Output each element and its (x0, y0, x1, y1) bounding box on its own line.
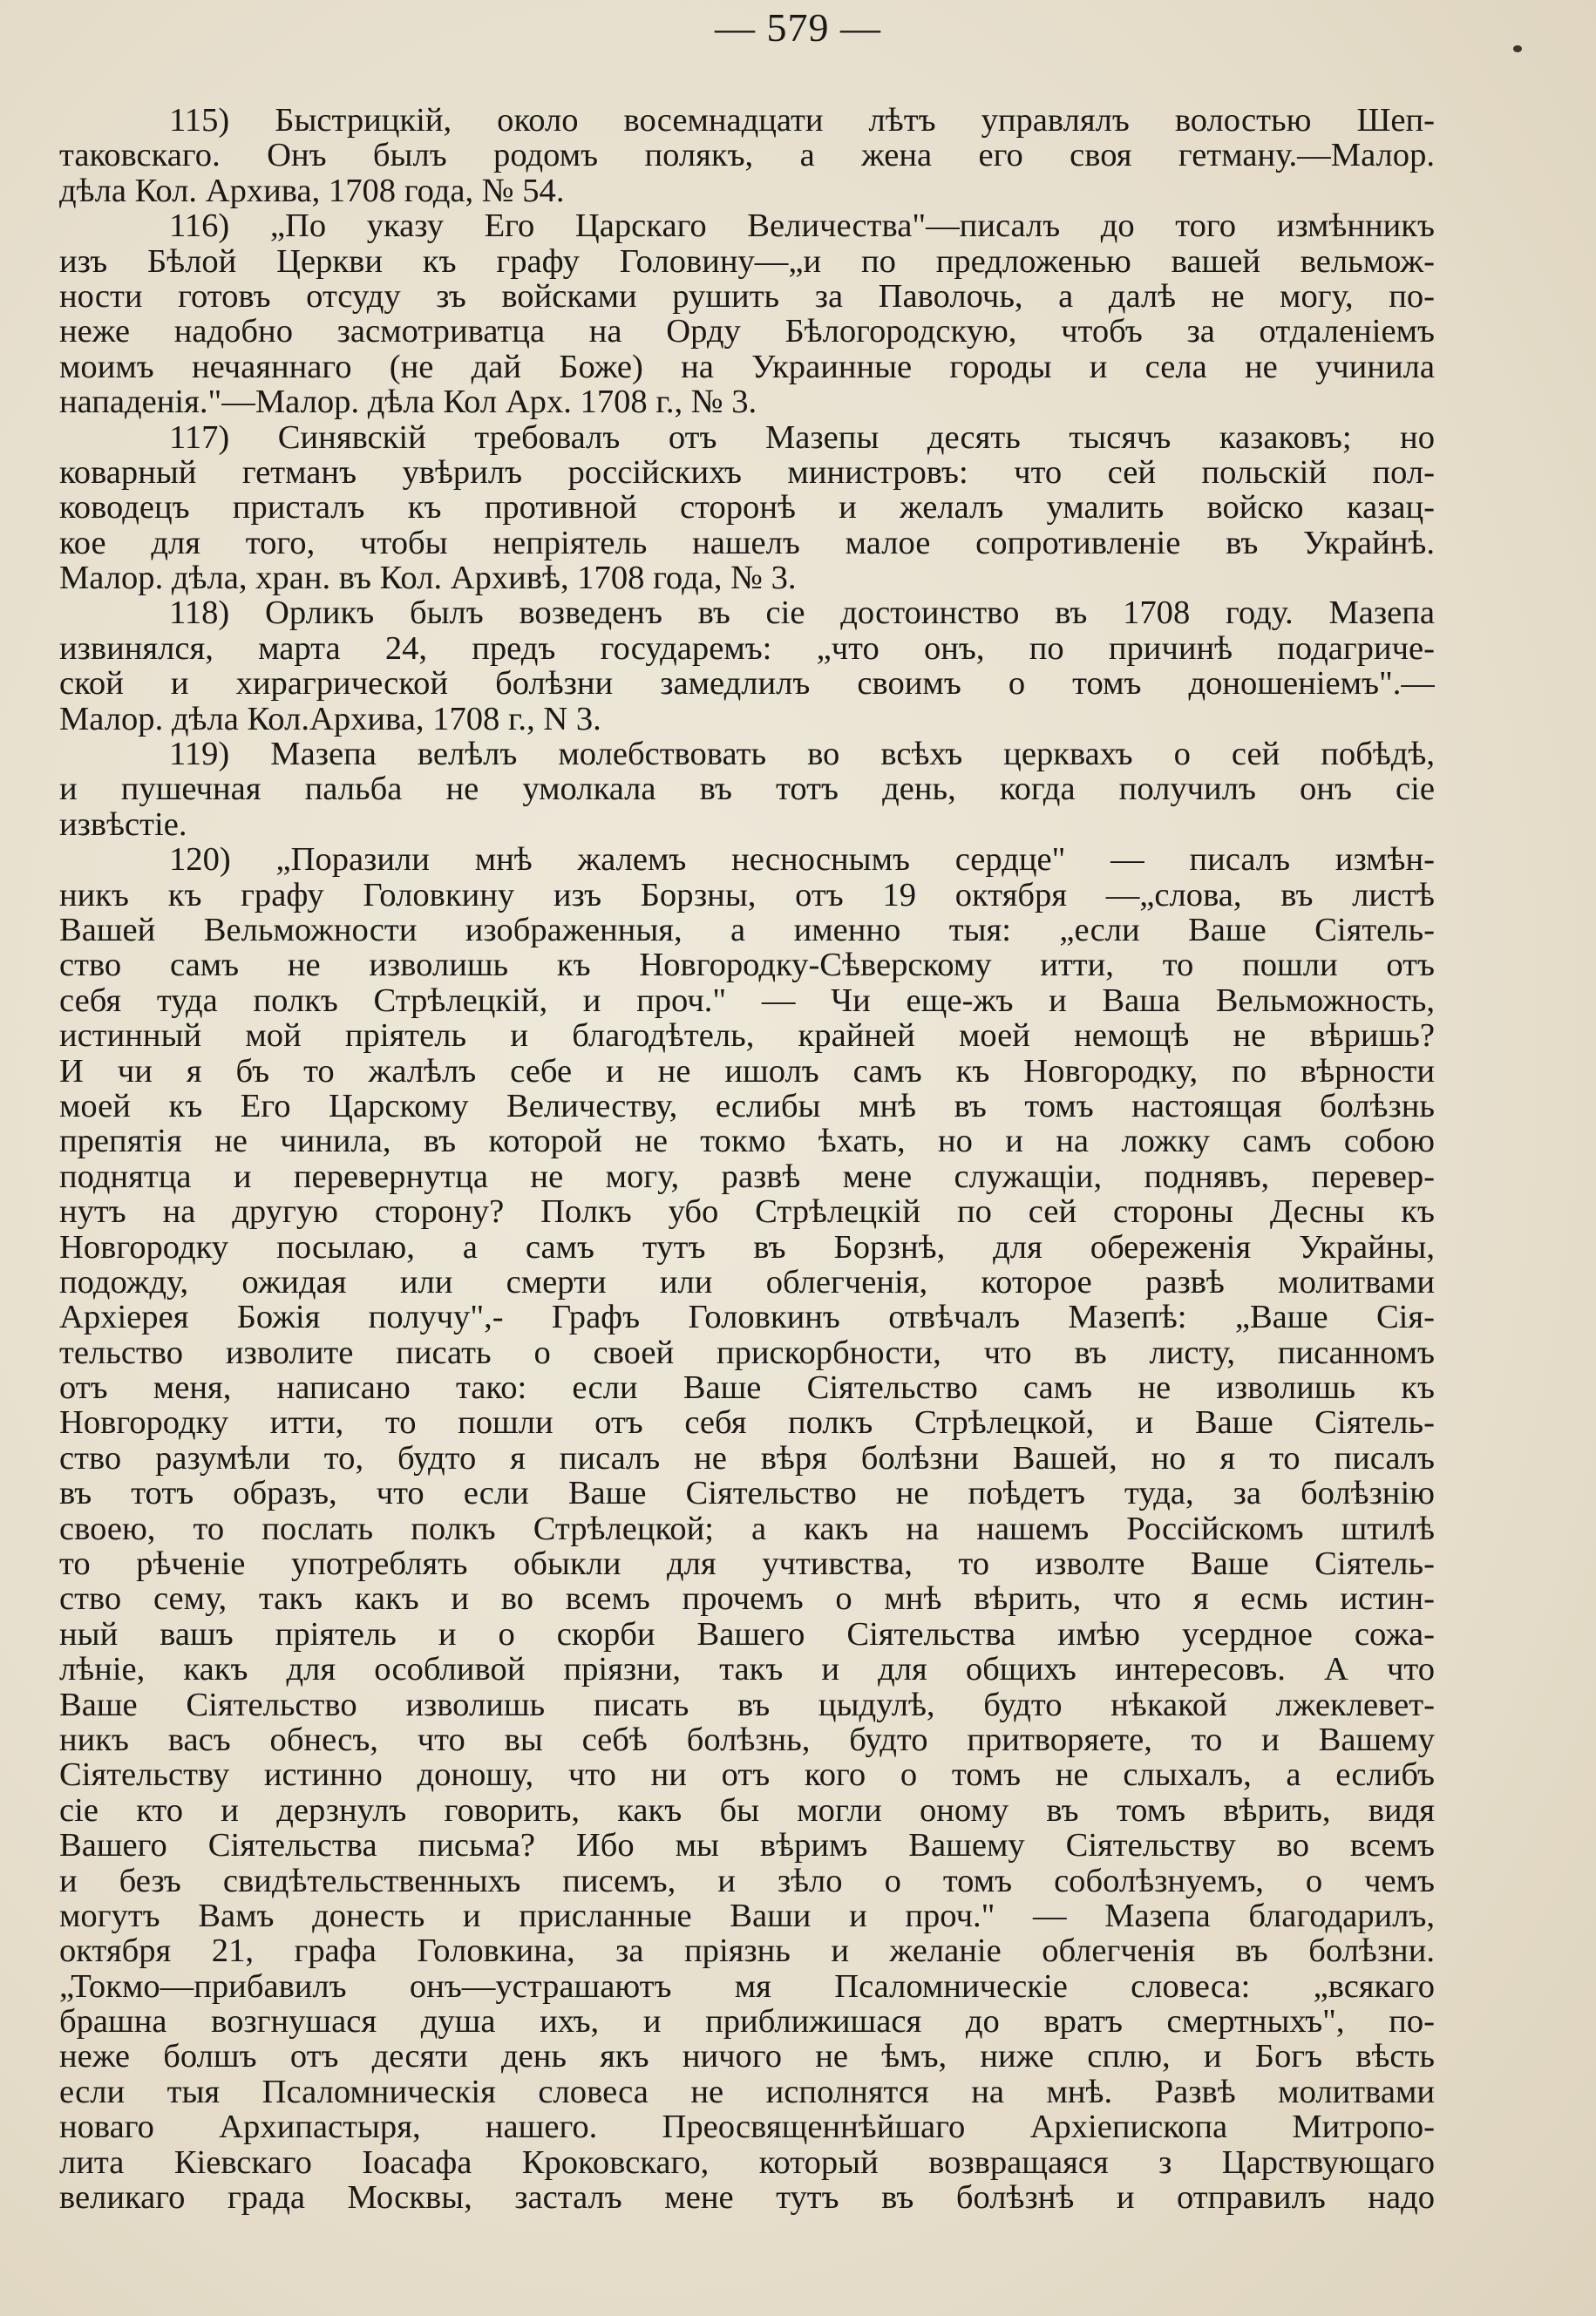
text-line: великаго града Москвы, засталъ мене тутъ въ болѣзнѣ и отправилъ надо (59, 2180, 1435, 2216)
text-line: сіе кто и дерзнулъ говорить, какъ бы могли оному въ томъ вѣрить, видя (59, 1792, 1435, 1829)
text-line: если тыя Псаломническія словеса не исполнятся на мнѣ. Развѣ молитвами (59, 2074, 1435, 2110)
text-line: 120) „Поразили мнѣ жалемъ несноснымъ сердце" — писалъ измѣн- (169, 842, 1435, 878)
text-line: коварный гетманъ увѣрилъ россійскихъ министровъ: что сей польскій пол- (59, 454, 1435, 491)
text-line: неже болшъ отъ десяти день якъ ничого не ѣмъ, ниже сплю, и Богъ вѣсть (59, 2039, 1435, 2075)
text-line: лѣніе, какъ для особливой пріязни, такъ и для общихъ интересовъ. А что (59, 1652, 1435, 1688)
text-line: ство разумѣли то, будто я писалъ не вѣря болѣзни Вашей, но я то писалъ (59, 1440, 1435, 1477)
text-line: новаго Архипастыря, нашего. Преосвященнѣйшаго Архіепископа Митропо- (59, 2109, 1435, 2145)
text-line: изъ Бѣлой Церкви къ графу Головину—„и по предложенью вашей вельмож- (59, 243, 1435, 279)
text-line: Архіерея Божія получу",- Графъ Головкинъ отвѣчалъ Мазепѣ: „Ваше Сія- (59, 1300, 1435, 1335)
text-line: 119) Мазепа велѣлъ молебствовать во всѣхъ церквахъ о сей побѣдѣ, (169, 737, 1435, 772)
text-line: нападенія."—Малор. дѣла Кол Арх. 1708 г., № 3. (59, 384, 757, 420)
text-line: нутъ на другую сторону? Полкъ убо Стрѣлецкій по сей стороны Десны къ (59, 1194, 1435, 1230)
text-line: ный вашъ пріятель и о скорби Вашего Сіятельства имѣю усердное сожа- (59, 1616, 1435, 1653)
text-line: неже надобно засмотриватца на Орду Бѣлогородскую, чтобъ за отдаленіемъ (59, 314, 1435, 350)
text-line: 118) Орликъ былъ возведенъ въ сіе достоинство въ 1708 году. Мазепа (169, 595, 1435, 631)
text-line: Ваше Сіятельство изволишь писать въ цыдулѣ, будто нѣкакой лжеклевет- (59, 1687, 1435, 1722)
footnotes-body (59, 103, 1435, 2215)
text-line: 116) „По указу Его Царскаго Величества"—писалъ до того измѣнникъ (169, 208, 1435, 244)
text-line: моей къ Его Царскому Величеству, еслибы мнѣ въ томъ настоящая болѣзнь (59, 1088, 1435, 1124)
text-line: моимъ нечаяннаго (не дай Боже) на Украинные городы и села не учинила (59, 349, 1435, 385)
text-line: могутъ Вамъ донесть и присланные Ваши и проч." — Мазепа благодарилъ, (59, 1898, 1435, 1934)
text-line: ство сему, такъ какъ и во всемъ прочемъ о мнѣ вѣрить, что я есмь истин- (59, 1581, 1435, 1617)
text-line: никъ васъ обнесъ, что вы себѣ болѣзнь, будто притворяете, то и Вашему (59, 1722, 1435, 1758)
text-line: и пушечная пальба не умолкала въ тотъ день, когда получилъ онъ сіе (59, 771, 1435, 807)
text-line: дѣла Кол. Архива, 1708 года, № 54. (59, 173, 565, 209)
text-line: въ тотъ образъ, что если Ваше Сіятельство не поѣдетъ туда, за болѣзнію (59, 1476, 1435, 1511)
text-line: Малор. дѣла, хран. въ Кол. Архивѣ, 1708 года, № 3. (59, 560, 797, 596)
text-line: таковскаго. Онъ былъ родомъ полякъ, а жена его своя гетману.—Малор. (59, 138, 1435, 173)
text-line: подожду, ожидая или смерти или облегченія, которое развѣ молитвами (59, 1264, 1435, 1301)
text-line: своею, то послать полкъ Стрѣлецкой; а какъ на нашемъ Россійскомъ штилѣ (59, 1511, 1435, 1547)
text-line: И чи я бъ то жалѣлъ себе и не ишолъ самъ къ Новгородку, по вѣрности (59, 1053, 1435, 1089)
text-line: лита Кіевскаго Іоасафа Кроковскаго, который возвращаяся з Царствующаго (59, 2144, 1435, 2181)
text-line: Новгородку итти, то пошли отъ себя полкъ Стрѣлецкой, и Ваше Сіятель- (59, 1405, 1435, 1441)
text-line: ство самъ не изволишь къ Новгородку-Сѣверскому итти, то пошли отъ (59, 947, 1435, 983)
text-line: ководецъ присталъ къ противной сторонѣ и желалъ умалить войско казац- (59, 490, 1435, 526)
text-line: себя туда полкъ Стрѣлецкій, и проч." — Чи еще-жъ и Ваша Вельможность, (59, 982, 1435, 1019)
text-line: поднятца и перевернутца не могу, развѣ мене служащіи, поднявъ, перевер- (59, 1158, 1435, 1195)
page-number: — 579 — (715, 5, 881, 50)
text-line: Вашего Сіятельства письма? Ибо мы вѣримъ Вашему Сіятельству во всемъ (59, 1828, 1435, 1864)
ink-speck (1513, 45, 1522, 52)
text-line: Малор. дѣла Кол.Архива, 1708 г., N 3. (59, 701, 601, 737)
text-line: отъ меня, написано тако: если Ваше Сіятельство самъ не изволишь къ (59, 1370, 1435, 1406)
text-line: истинный мой пріятель и благодѣтель, крайней моей немощѣ не вѣришь? (59, 1018, 1435, 1054)
text-line: Новгородку посылаю, а самъ тутъ въ Борзнѣ, для обереженія Украйны, (59, 1229, 1435, 1265)
text-line: октября 21, графа Головкина, за пріязнь и желаніе облегченія въ болѣзни. (59, 1933, 1435, 1969)
text-line: ской и хирагрической болѣзни замедлилъ своимъ о томъ доношеніемъ".— (59, 666, 1435, 702)
text-line: никъ къ графу Головкину изъ Борзны, отъ 19 октября —„слова, въ листѣ (59, 877, 1435, 913)
text-line: извѣстіе. (59, 806, 187, 843)
text-line: извинялся, марта 24, предъ государемъ: „что онъ, по причинѣ подагриче- (59, 630, 1435, 667)
text-line: 115) Быстрицкій, около восемнадцати лѣтъ управлялъ волостью Шеп- (169, 103, 1435, 139)
text-line: „Токмо—прибавилъ онъ—устрашаютъ мя Псаломническіе словеса: „всякаго (59, 1968, 1435, 2005)
text-line: тельство изволите писать о своей прискорбности, что въ листу, писанномъ (59, 1335, 1435, 1371)
text-line: 117) Синявскій требовалъ отъ Мазепы десять тысячъ казаковъ; но (169, 419, 1435, 455)
text-line: Вашей Вельможности изображенныя, а именно тыя: „если Ваше Сіятель- (59, 912, 1435, 948)
text-line: препятія не чинила, въ которой не токмо ѣхать, но и на ложку самъ собою (59, 1124, 1435, 1159)
text-line: кое для того, чтобы непріятель нашелъ малое сопротивленіе въ Украйнѣ. (59, 525, 1435, 561)
text-line: и безъ свидѣтельственныхъ писемъ, и зѣло о томъ соболѣзнуемъ, о чемъ (59, 1863, 1435, 1898)
text-line: Сіятельству истинно доношу, что ни отъ кого о томъ не слыхалъ, а еслибъ (59, 1757, 1435, 1793)
text-line: брашна возгнушася душа ихъ, и приближишася до вратъ смертныхъ", по- (59, 2004, 1435, 2040)
text-line: ности готовъ отсуду зъ войсками рушить за Паволочь, а далѣ не могу, по- (59, 278, 1435, 315)
text-line: то рѣченіе употреблять обыкли для учтивства, то изволте Ваше Сіятель- (59, 1546, 1435, 1582)
